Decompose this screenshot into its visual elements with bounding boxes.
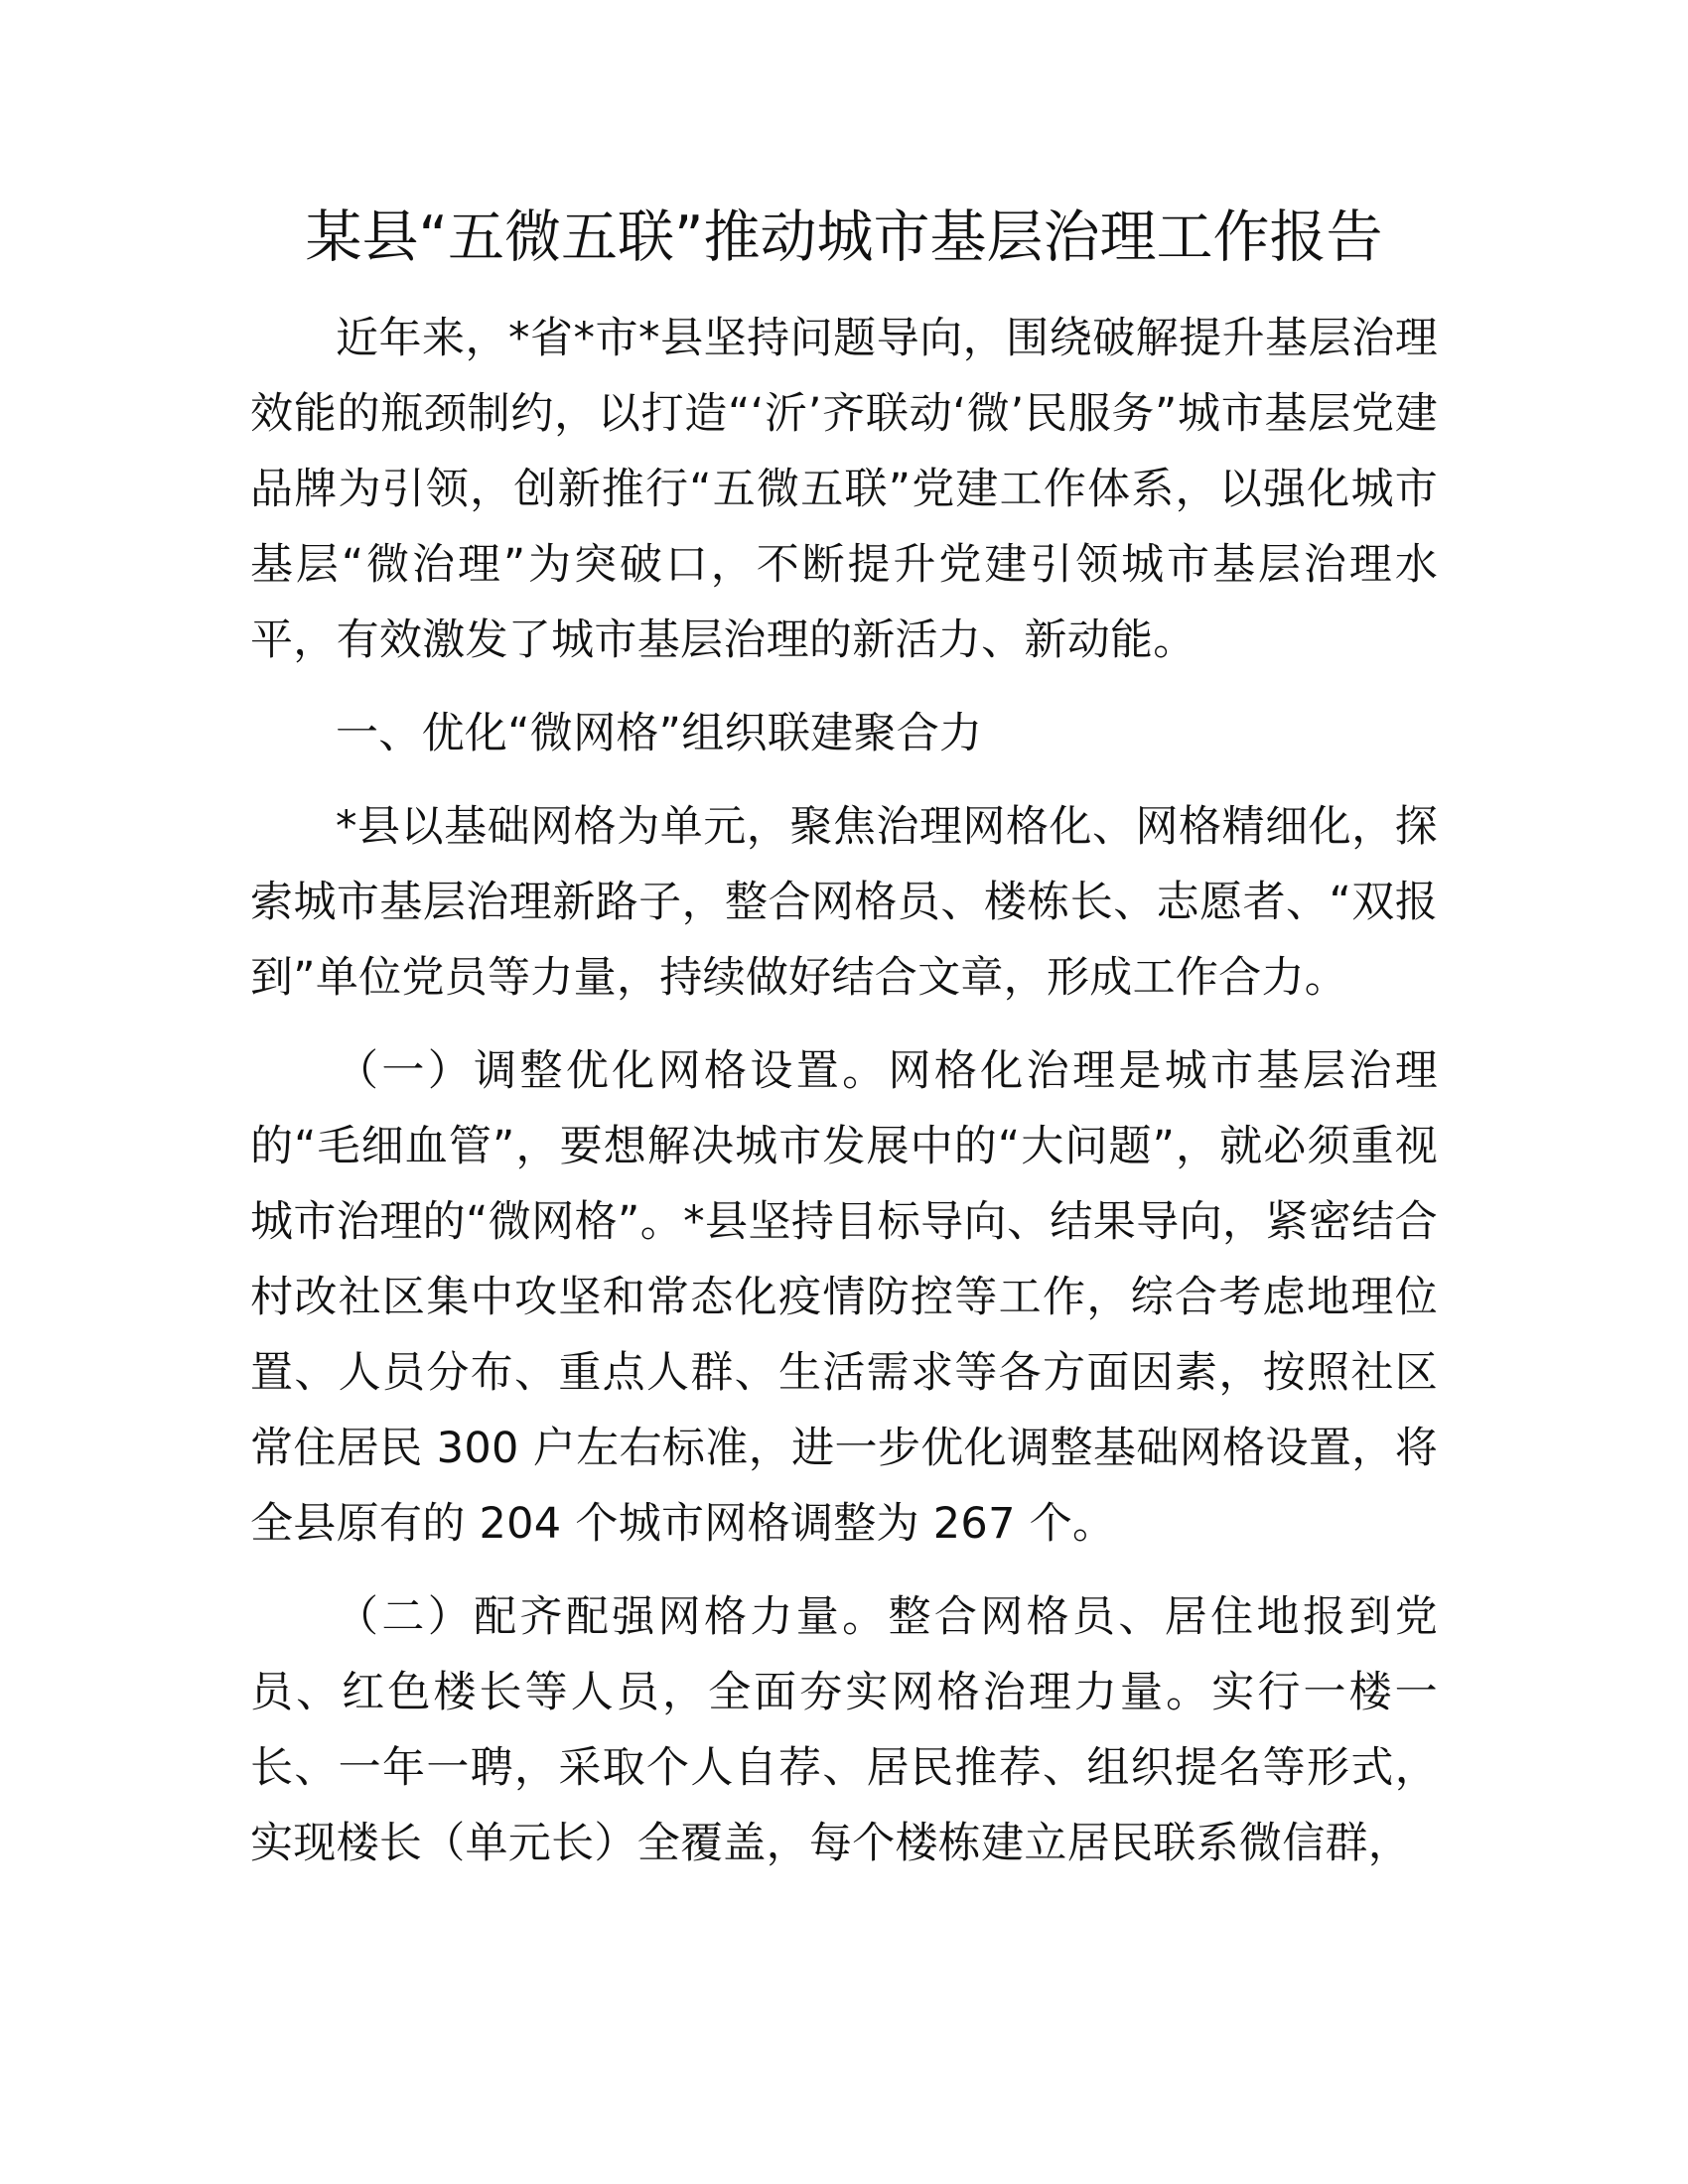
section-1-paragraph: *县以基础网格为单元，聚焦治理网格化、网格精细化，探索城市基层治理新路子，整合网格员、楼栋长、志愿者、“双报到”单位党员等力量，持续做好结合文章，形成工作合力。 (250, 802, 1438, 1003)
document-title: 某县“五微五联”推动城市基层治理工作报告 (305, 205, 1383, 270)
intro-paragraph: 近年来，*省*市*县坚持问题导向，围绕破解提升基层治理效能的瓶颈制约，以打造“‘沂’齐联动‘微’民服务”城市基层党建品牌为引领，创新推行“五微五联”党建工作体系，以强化城市基层“微治理”为突破口，不断提升党建引领城市基层治理水平，有效激发了城市基层治理的新活力、新动能。 (250, 314, 1438, 665)
subsection-2-paragraph: （二）配齐配强网格力量。整合网格员、居住地报到党员、红色楼长等人员，全面夯实网格治理力量。实行一楼一长、一年一聘，采取个人自荐、居民推荐、组织提名等形式，实现楼长（单元长）全覆盖，每个楼栋建立居民联系微信群， (250, 1592, 1438, 1868)
section-heading-1: 一、优化“微网格”组织联建聚合力 (336, 709, 983, 758)
subsection-1-paragraph: （一）调整优化网格设置。网格化治理是城市基层治理的“毛细血管”，要想解决城市发展中的“大问题”，就必须重视城市治理的“微网格”。*县坚持目标导向、结果导向，紧密结合村改社区集中攻坚和常态化疫情防控等工作，综合考虑地理位置、人员分布、重点人群、生活需求等各方面因素，按照社区常住居民 300 户左右标准，进一步优化调整基础网格设置，将全县原有的 204 个城市网格调整为 267 个。 (250, 1046, 1438, 1549)
document-body (250, 301, 1438, 1881)
